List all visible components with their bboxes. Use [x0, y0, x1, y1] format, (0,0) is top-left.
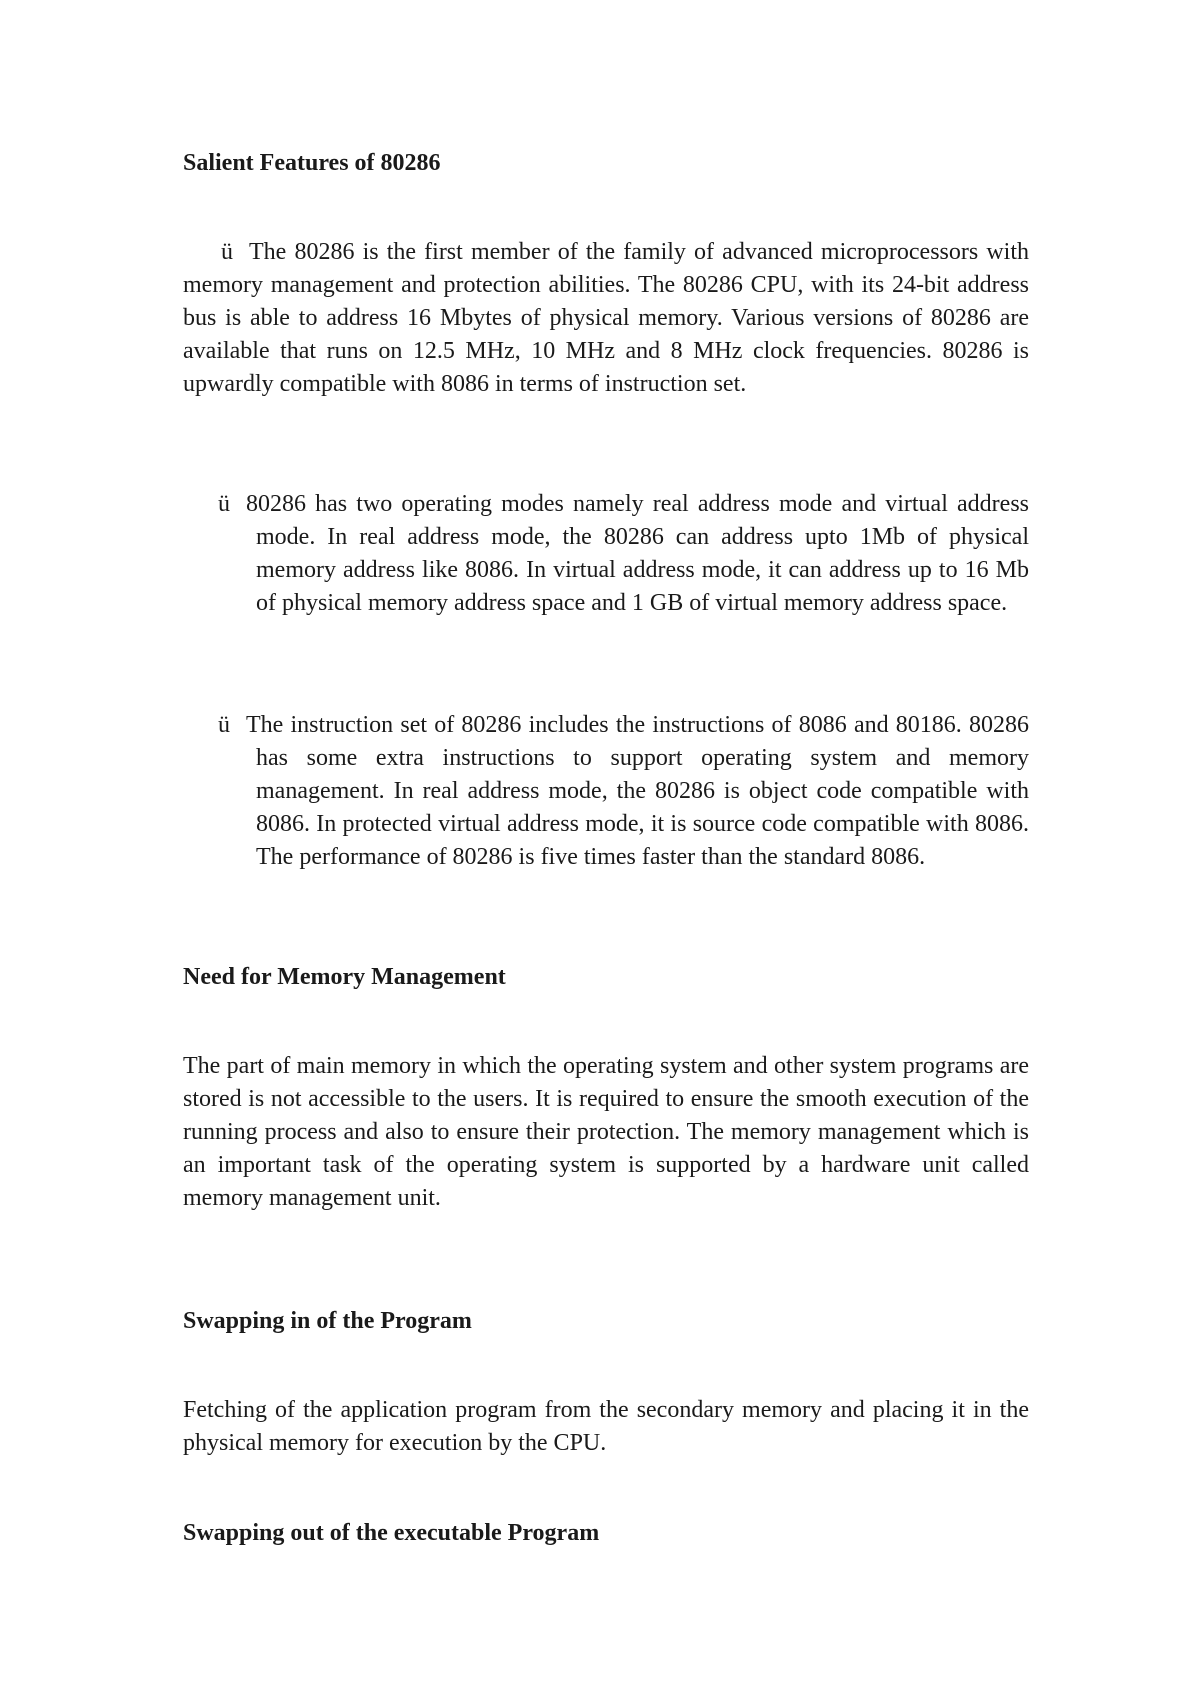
bullet-paragraph-3: [218, 709, 1029, 874]
memory-management-paragraph: The part of main memory in which the operating system and other system programs are stored is not accessible to the users. It is required to ensure the smooth execution of the running process and also to ensure their protection. The memory management which is an important task of the operating system is supported by a hardware unit called memory management unit.: [183, 1053, 1029, 1211]
bullet-marker: ü: [218, 491, 230, 517]
bullet-paragraph-2: [218, 488, 1029, 620]
bullet-text-2: 80286 has two operating modes namely real address mode and virtual address mode. In real address mode, the 80286 can address upto 1Mb of physical memory address like 8086. In virtual address mode, it can address up to 16 Mb of physical memory address space and 1 GB of virtual memory address space.: [246, 491, 1029, 616]
bullet-marker: ü: [221, 239, 233, 265]
swapping-in-paragraph: Fetching of the application program from the secondary memory and placing it in the physical memory for execution by the CPU.: [183, 1397, 1029, 1456]
bullet-marker: ü: [218, 712, 230, 738]
heading-swapping-in: Swapping in of the Program: [183, 1308, 472, 1334]
heading-swapping-out: Swapping out of the executable Program: [183, 1520, 600, 1546]
heading-salient-features: Salient Features of 80286: [183, 150, 441, 176]
bullet-text-1: The 80286 is the first member of the family of advanced microprocessors with memory management and protection abilities. The 80286 CPU, with its 24-bit address bus is able to address 16 Mbytes of physical memory. Various versions of 80286 are available that runs on 12.5 MHz, 10 MHz and 8 MHz clock frequencies. 80286 is upwardly compatible with 8086 in terms of instruction set.: [183, 239, 1029, 397]
bullet-paragraph-1: [183, 236, 1029, 401]
bullet-text-3: The instruction set of 80286 includes the instructions of 8086 and 80186. 80286 has some extra instructions to support operating system and memory management. In real address mode, the 80286 is object code compatible with 8086. In protected virtual address mode, it is source code compatible with 8086. The performance of 80286 is five times faster than the standard 8086.: [246, 712, 1029, 870]
heading-memory-management: Need for Memory Management: [183, 964, 506, 990]
